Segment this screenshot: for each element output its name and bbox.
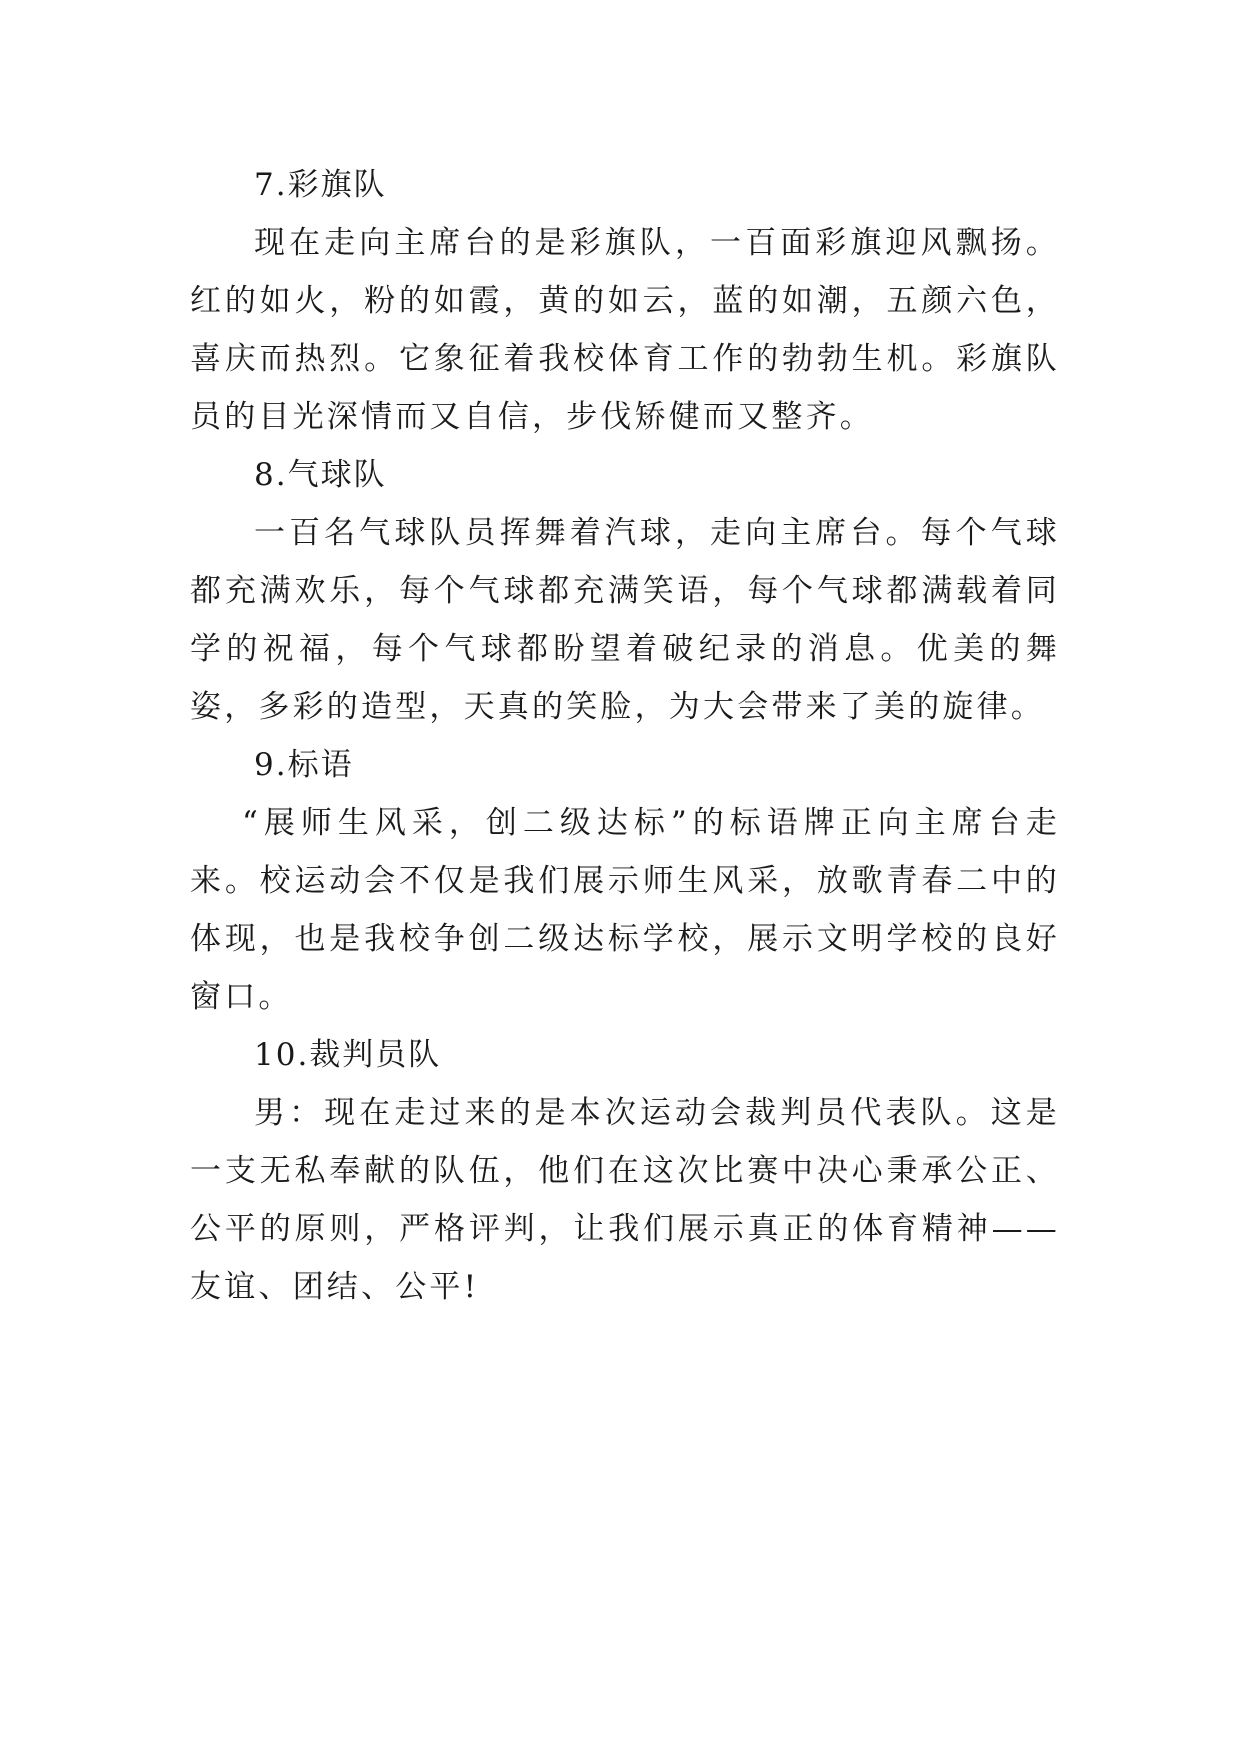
section-paragraph-9: “展师生风采，创二级达标”的标语牌正向主席台走来。校运动会不仅是我们展示师生风采，放歌青春二中的体现，也是我校争创二级达标学校，展示文明学校的良好窗口。 (190, 805, 1060, 1015)
section-heading-8: 8.气球队 (254, 457, 387, 493)
section-heading-7: 7.彩旗队 (254, 167, 387, 203)
section-heading-9: 9.标语 (254, 747, 354, 783)
section-paragraph-7: 现在走向主席台的是彩旗队，一百面彩旗迎风飘扬。红的如火，粉的如霞，黄的如云，蓝的如潮，五颜六色，喜庆而热烈。它象征着我校体育工作的勃勃生机。彩旗队员的目光深情而又自信，步伐矫健而又整齐。 (190, 225, 1060, 435)
document-body (190, 156, 1060, 1316)
section-paragraph-10: 男：现在走过来的是本次运动会裁判员代表队。这是一支无私奉献的队伍，他们在这次比赛中决心秉承公正、公平的原则，严格评判，让我们展示真正的体育精神——友谊、团结、公平! (190, 1095, 1060, 1305)
section-paragraph-8: 一百名气球队员挥舞着汽球，走向主席台。每个气球都充满欢乐，每个气球都充满笑语，每个气球都满载着同学的祝福，每个气球都盼望着破纪录的消息。优美的舞姿，多彩的造型，天真的笑脸，为大会带来了美的旋律。 (190, 515, 1060, 725)
section-heading-10: 10.裁判员队 (254, 1037, 442, 1073)
